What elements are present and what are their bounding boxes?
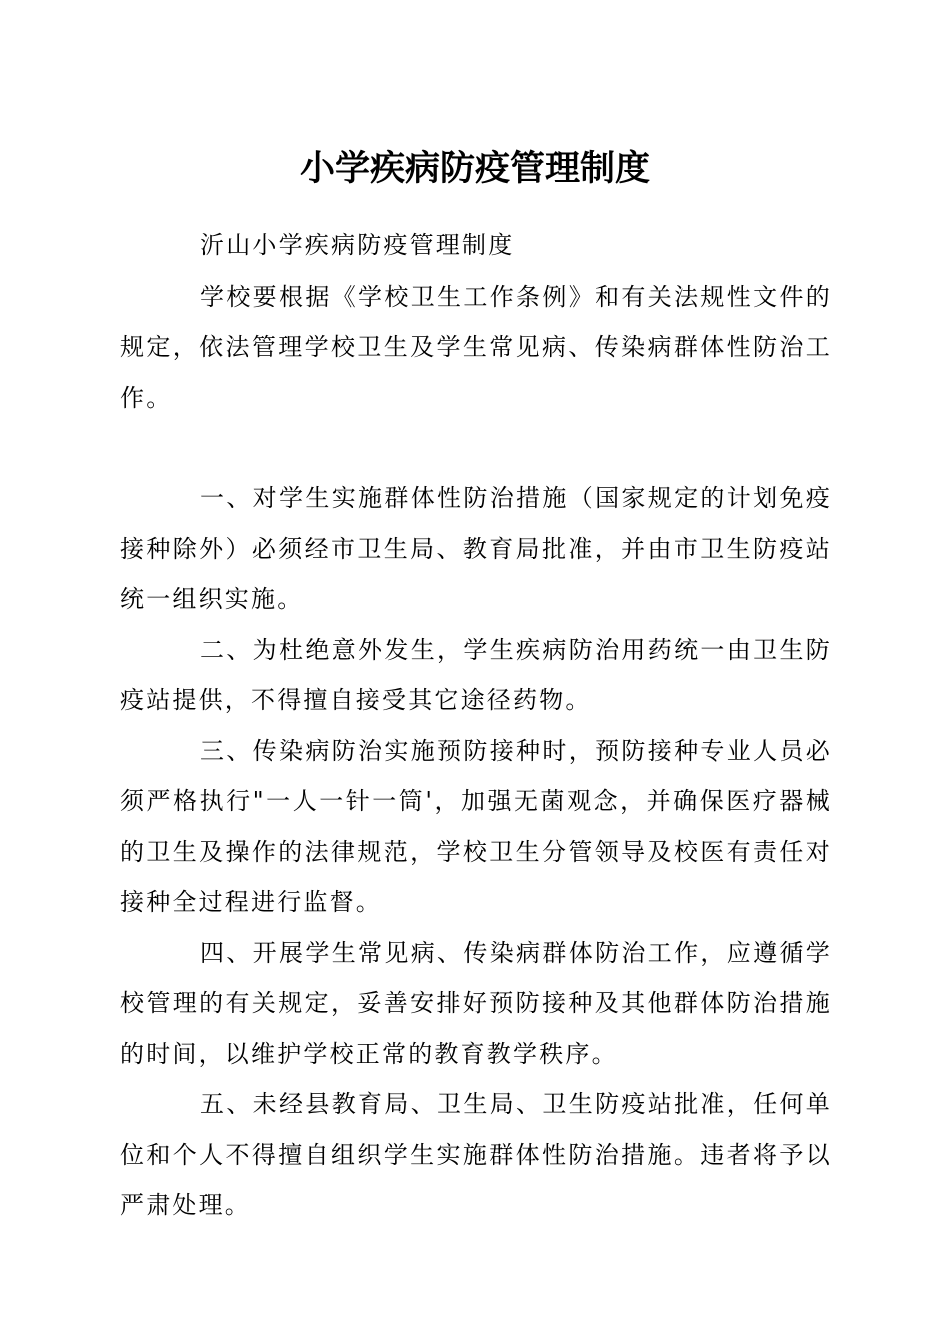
document-body xyxy=(120,220,832,1231)
document-subtitle: 沂山小学疾病防疫管理制度 xyxy=(200,231,515,259)
rule-item-2: 二、为杜绝意外发生，学生疾病防治用药统一由卫生防疫站提供，不得擅自接受其它途径药物。 xyxy=(120,635,832,714)
rule-item-5: 五、未经县教育局、卫生局、卫生防疫站批准，任何单位和个人不得擅自组织学生实施群体性防治措施。违者将予以严肃处理。 xyxy=(120,1090,832,1219)
intro-paragraph: 学校要根据《学校卫生工作条例》和有关法规性文件的规定，依法管理学校卫生及学生常见病、传染病群体性防治工作。 xyxy=(120,282,832,412)
rule-item-1: 一、对学生实施群体性防治措施（国家规定的计划免疫接种除外）必须经市卫生局、教育局批准，并由市卫生防疫站统一组织实施。 xyxy=(120,484,832,613)
rule-item-3: 三、传染病防治实施预防接种时，预防接种专业人员必须严格执行"一人一针一筒'，加强无菌观念，并确保医疗器械的卫生及操作的法律规范，学校卫生分管领导及校医有责任对接种全过程进行监督。 xyxy=(120,736,832,916)
document-title: 小学疾病防疫管理制度 xyxy=(299,148,650,189)
rule-item-4: 四、开展学生常见病、传染病群体防治工作，应遵循学校管理的有关规定，妥善安排好预防接种及其他群体防治措施的时间，以维护学校正常的教育教学秩序。 xyxy=(120,938,832,1068)
